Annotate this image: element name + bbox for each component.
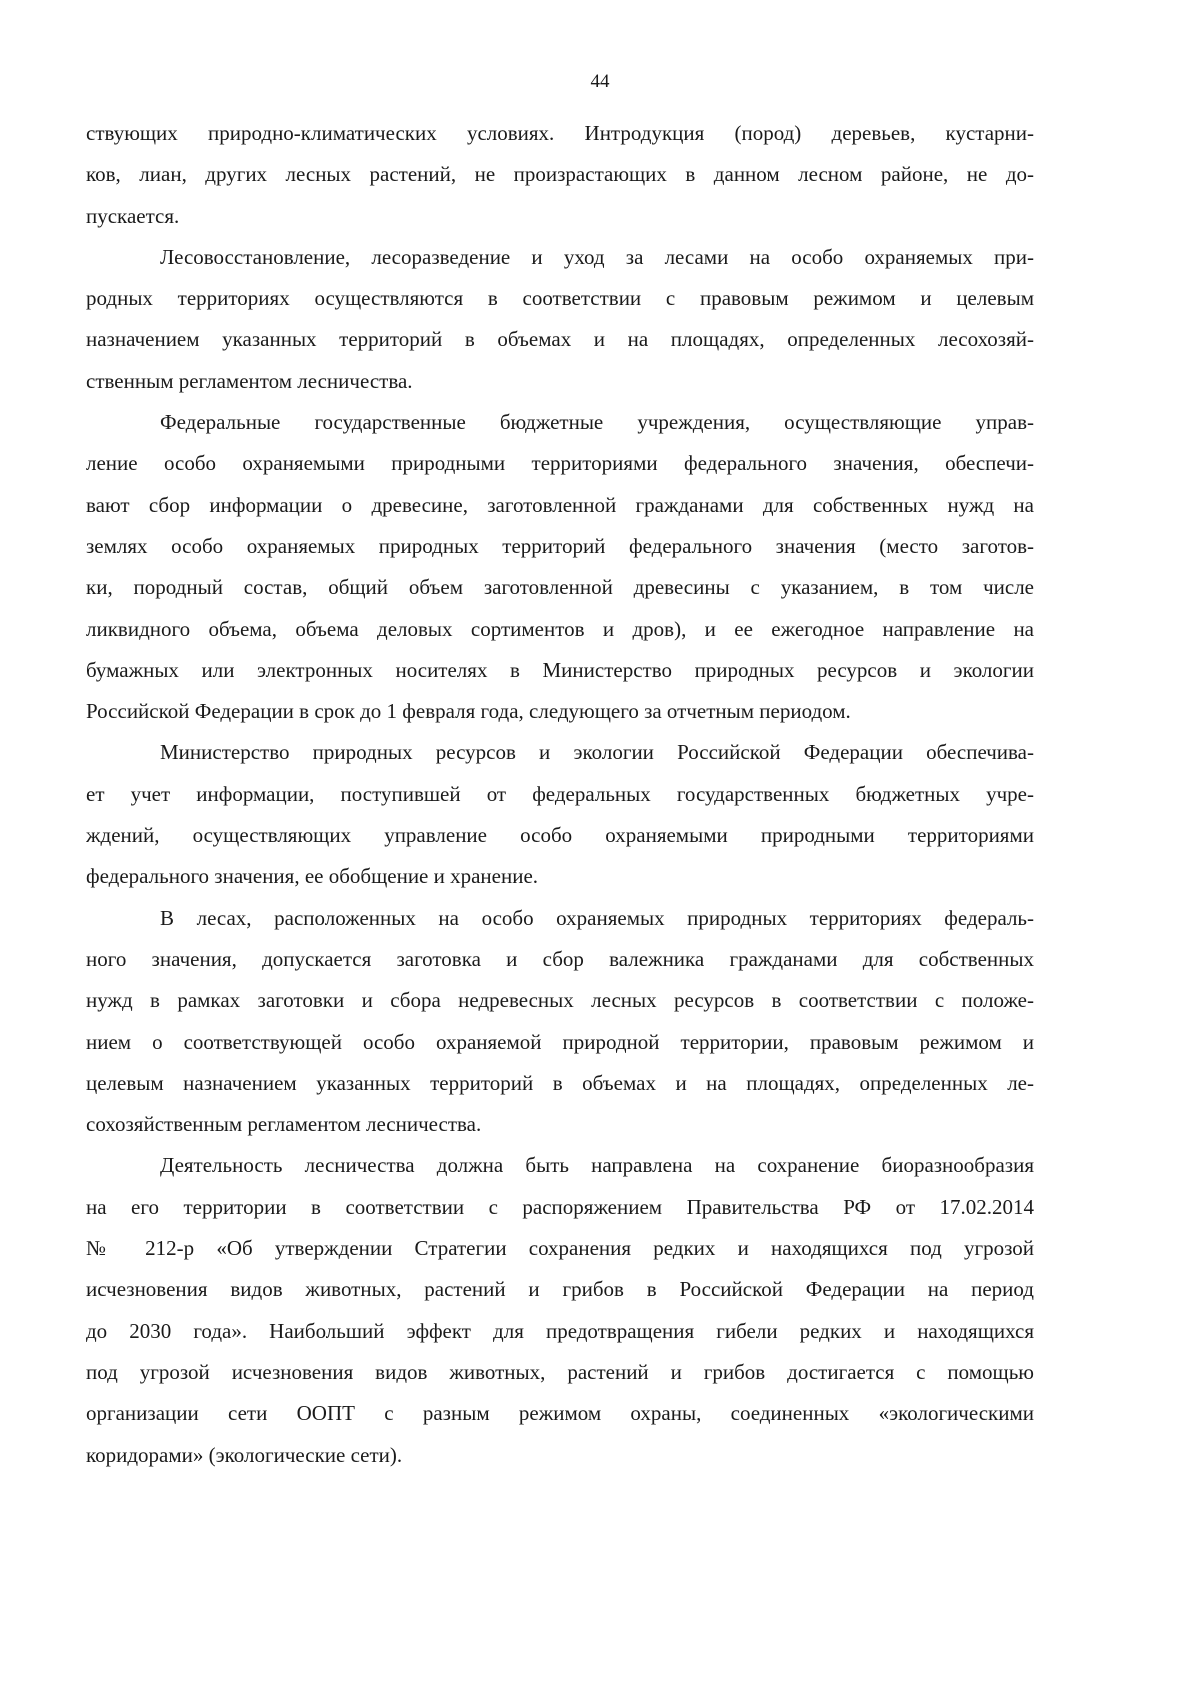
text-line: ного значения, допускается заготовка и сбор валежника гражданами для собственных bbox=[86, 946, 1034, 971]
text-line: Лесовосстановление, лесоразведение и уход за лесами на особо охраняемых при- bbox=[160, 244, 1034, 269]
text-line: ствующих природно-климатических условиях. Интродукция (пород) деревьев, кустарни- bbox=[86, 121, 1034, 145]
text-line: ликвидного объема, объема деловых сортиментов и дров), и ее ежегодное направление на bbox=[86, 616, 1034, 641]
text-line: родных территориях осуществляются в соответствии с правовым режимом и целевым bbox=[86, 286, 1034, 311]
text-line: ление особо охраняемыми природными территориями федерального значения, обеспечи- bbox=[86, 451, 1034, 476]
paragraph bbox=[86, 898, 1034, 1146]
text-line: ков, лиан, других лесных растений, не произрастающих в данном лесном районе, не до- bbox=[86, 162, 1034, 187]
paragraph bbox=[86, 237, 1034, 402]
text-line: исчезновения видов животных, растений и грибов в Российской Федерации на период bbox=[86, 1277, 1034, 1302]
text-line: под угрозой исчезновения видов животных, растений и грибов достигается с помощью bbox=[86, 1359, 1034, 1384]
text-line: Федеральные государственные бюджетные учреждения, осуществляющие управ- bbox=[160, 410, 1034, 435]
text-line: № 212-р «Об утверждении Стратегии сохранения редких и находящихся под угрозой bbox=[86, 1236, 1034, 1261]
text-line: ственным регламентом лесничества. bbox=[86, 368, 413, 393]
text-line: землях особо охраняемых природных территорий федерального значения (место заготов- bbox=[86, 533, 1034, 558]
text-line: на его территории в соответствии с распоряжением Правительства РФ от 17.02.2014 bbox=[86, 1194, 1034, 1219]
text-line: вают сбор информации о древесине, заготовленной гражданами для собственных нужд на bbox=[86, 492, 1034, 517]
text-line: организации сети ООПТ с разным режимом охраны, соединенных «экологическими bbox=[86, 1401, 1034, 1426]
text-line: Российской Федерации в срок до 1 февраля года, следующего за отчетным периодом. bbox=[86, 699, 851, 724]
text-line: ки, породный состав, общий объем заготовленной древесины с указанием, в том числе bbox=[86, 575, 1034, 600]
paragraph bbox=[86, 1145, 1034, 1475]
text-line: сохозяйственным регламентом лесничества. bbox=[86, 1112, 482, 1137]
body-text bbox=[86, 113, 1034, 1476]
paragraph bbox=[86, 732, 1034, 897]
text-line: пускается. bbox=[86, 203, 180, 228]
text-line: назначением указанных территорий в объемах и на площадях, определенных лесохозяй- bbox=[86, 327, 1034, 352]
text-line: ждений, осуществляющих управление особо охраняемыми природными территориями bbox=[86, 823, 1034, 848]
text-line: бумажных или электронных носителях в Министерство природных ресурсов и экологии bbox=[86, 657, 1034, 682]
text-line: В лесах, расположенных на особо охраняемых природных территориях федераль- bbox=[160, 905, 1034, 930]
paragraph bbox=[86, 402, 1034, 732]
text-line: нием о соответствующей особо охраняемой природной территории, правовым режимом и bbox=[86, 1029, 1034, 1054]
text-line: до 2030 года». Наибольший эффект для предотвращения гибели редких и находящихся bbox=[86, 1318, 1034, 1343]
text-line: целевым назначением указанных территорий в объемах и на площадях, определенных ле- bbox=[86, 1070, 1034, 1095]
page-number: 44 bbox=[590, 71, 610, 92]
text-line: Министерство природных ресурсов и экологии Российской Федерации обеспечива- bbox=[160, 740, 1034, 765]
text-line: ет учет информации, поступившей от федеральных государственных бюджетных учре- bbox=[86, 781, 1034, 806]
paragraph bbox=[86, 113, 1034, 237]
text-line: нужд в рамках заготовки и сбора недревесных лесных ресурсов в соответствии с положе- bbox=[86, 988, 1034, 1013]
text-line: Деятельность лесничества должна быть направлена на сохранение биоразнообразия bbox=[160, 1153, 1034, 1178]
text-line: федерального значения, ее обобщение и хранение. bbox=[86, 864, 539, 889]
text-line: коридорами» (экологические сети). bbox=[86, 1442, 403, 1467]
